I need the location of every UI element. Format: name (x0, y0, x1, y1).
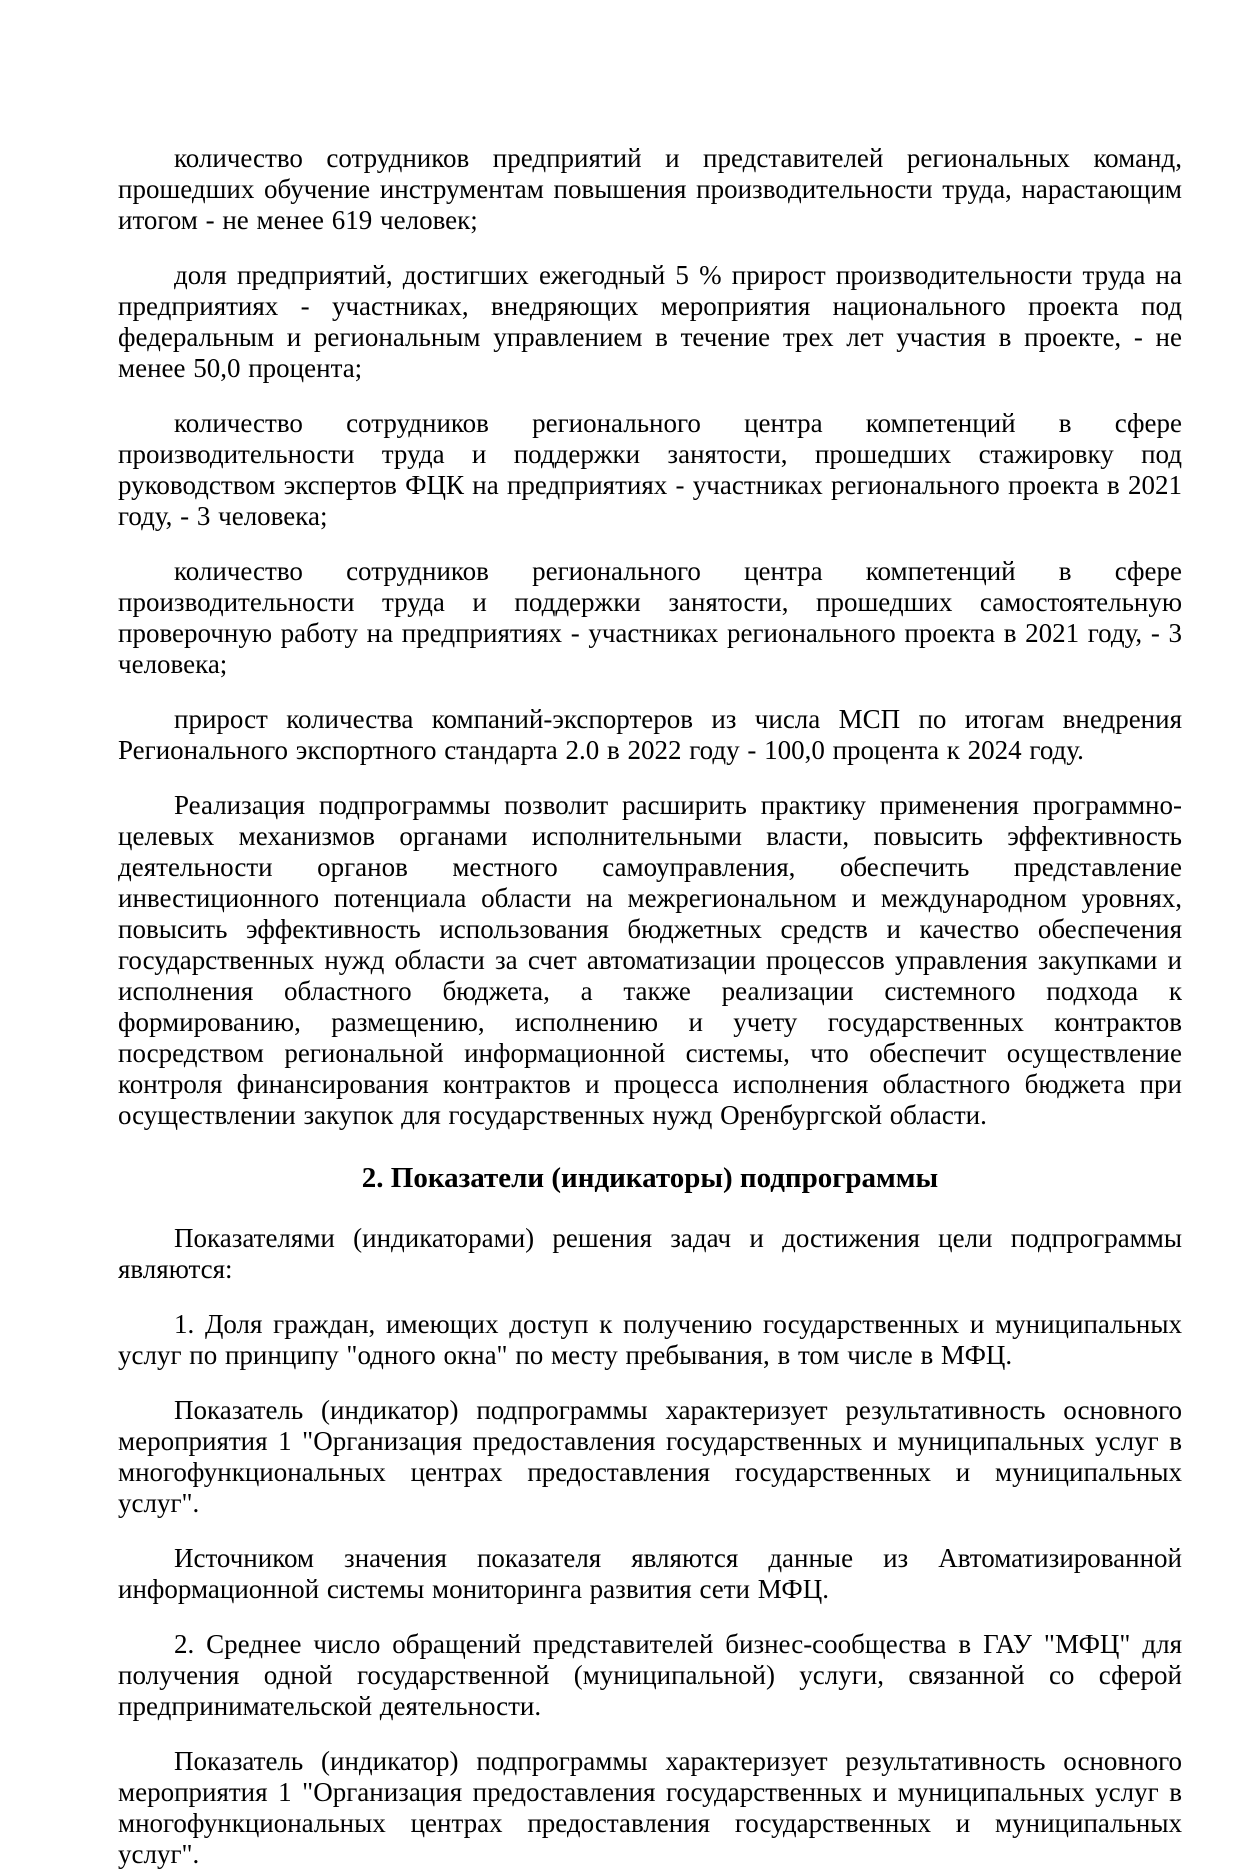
paragraph-subprogram-implementation: Реализация подпрограммы позволит расширить практику применения программно-целевых механизмов органами исполнительными власти, повысить эффективность деятельности органов местного самоуправления, обеспечить представление инвестиционного потенциала области на межрегиональном и международном уровнях, повысить эффективность использования бюджетных средств и качество обеспечения государственных нужд области за счет автоматизации процессов управления закупками и исполнения областного бюджета, а также реализации системного подхода к формированию, размещению, исполнению и учету государственных контрактов посредством региональной информационной системы, что обеспечит осуществление контроля финансирования контрактов и процесса исполнения областного бюджета при осуществлении закупок для государственных нужд Оренбургской области. (118, 790, 1182, 1130)
paragraph-indicator-2: 2. Среднее число обращений представителей бизнес-сообщества в ГАУ "МФЦ" для получения одной государственной (муниципальной) услуги, связанной со сферой предпринимательской деятельности. (118, 1629, 1182, 1721)
paragraph-competence-center-selfcheck: количество сотрудников регионального центра компетенций в сфере производительности труда и поддержки занятости, прошедших самостоятельную проверочную работу на предприятиях - участниках регионального проекта в 2021 году, - 3 человека; (118, 556, 1182, 679)
paragraph-employees-trained: количество сотрудников предприятий и представителей региональных команд, прошедших обучение инструментам повышения производительности труда, нарастающим итогом - не менее 619 человек; (118, 143, 1182, 235)
section-heading-indicators: 2. Показатели (индикаторы) подпрограммы (361, 1162, 939, 1194)
paragraph-indicators-intro: Показателями (индикаторами) решения задач и достижения цели подпрограммы являются: (118, 1223, 1182, 1284)
paragraph-indicator-1-source: Источником значения показателя являются данные из Автоматизированной информационной системы мониторинга развития сети МФЦ. (118, 1543, 1182, 1604)
paragraph-enterprise-share: доля предприятий, достигших ежегодный 5 % прирост производительности труда на предприятиях - участниках, внедряющих мероприятия национального проекта под федеральным и региональным управлением в течение трех лет участия в проекте, - не менее 50,0 процента; (118, 260, 1182, 383)
paragraph-indicator-1-description: Показатель (индикатор) подпрограммы характеризует результативность основного мероприятия 1 "Организация предоставления государственных и муниципальных услуг в многофункциональных центрах предоставления государственных и муниципальных услуг". (118, 1395, 1182, 1518)
paragraph-exporters-growth: прирост количества компаний-экспортеров из числа МСП по итогам внедрения Регионального экспортного стандарта 2.0 в 2022 году - 100,0 процента к 2024 году. (118, 704, 1182, 765)
paragraph-indicator-2-description: Показатель (индикатор) подпрограммы характеризует результативность основного мероприятия 1 "Организация предоставления государственных и муниципальных услуг в многофункциональных центрах предоставления государственных и муниципальных услуг". (118, 1746, 1182, 1869)
paragraph-indicator-1: 1. Доля граждан, имеющих доступ к получению государственных и муниципальных услуг по принципу "одного окна" по месту пребывания, в том числе в МФЦ. (118, 1309, 1182, 1370)
paragraph-competence-center-internship: количество сотрудников регионального центра компетенций в сфере производительности труда и поддержки занятости, прошедших стажировку под руководством экспертов ФЦК на предприятиях - участниках регионального проекта в 2021 году, - 3 человека; (118, 408, 1182, 531)
